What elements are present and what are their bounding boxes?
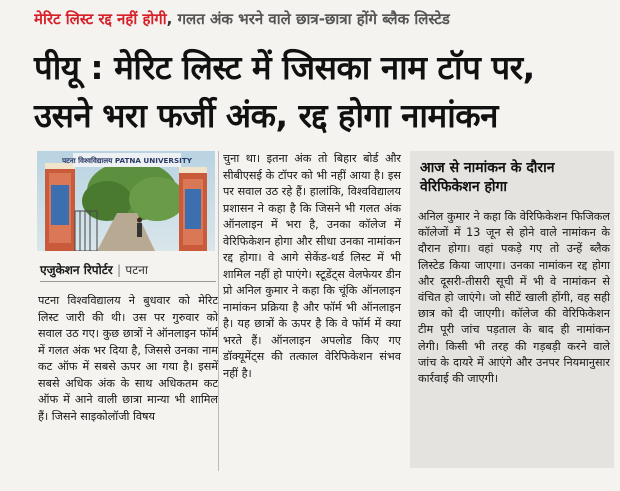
kicker-highlight: मेरिट लिस्ट रद्द नहीं होगी [34,10,167,28]
byline-name: एजुकेशन रिपोर्टर [40,263,113,277]
kicker-separator: , [166,10,173,28]
kicker-line [34,6,614,32]
headline-line-2: उसने भरा फर्जी अंक, रद्द होगा नामांकन [34,96,498,135]
sidebar-body: अनिल कुमार ने कहा कि वेरिफिकेशन फिजिकल कॉलेजों में 13 जून से होने वाले नामांकन के दौरान होगा। वहां पकड़े गए तो उन्हें ब्लैक लिस्टेड किया जाएगा। उनका नामांकन रद्द होगा और दूसरी-तीसरी सूची में भी वे नामांकन से वंचित हो जाएंगे। जो सीटें खाली होंगी, वह सही छात्र को दी जाएगी। कॉलेज की वेरिफिकेशन टीम पूरी जांच पड़ताल के बाद ही नामांकन लेगी। किसी भी तरह की गड़बड़ी करने वाले जांच के दायरे में आएंगे और उनपर नियमानुसार कार्रवाई की जाएगी। [418,210,610,386]
article-column-2: चुना था। इतना अंक तो बिहार बोर्ड और सीबीएसई के टॉपर को भी नहीं आया है। इस पर सवाल उठ रहे हैं। हालांकि, विश्वविद्यालय प्रशासन ने कहा है कि जिसने भी गलत अंक ऑनलाइन में भरा है, उनका कॉलेज में वेरिफिकेशन होगा और सीधा उनका नामांकन रद्द होगा। वे आगे सेकेंड-थर्ड लिस्ट में भी शामिल नहीं हो पाएंगे। स्टूडेंट्स वेलफेयर डीन प्रो अनिल कुमार ने कहा कि चूंकि ऑनलाइन नामांकन प्रक्रिया है और फॉर्म भी ऑनलाइन है। यह छात्रों के ऊपर है कि वे फॉर्म में क्या भरते हैं। ऑनलाइन अपलोड किए गए डॉक्यूमेंट्स की तत्काल वेरिफिकेशन संभव नहीं है। [223,152,401,380]
article-column-1: पटना विश्वविद्यालय ने बुधवार को मेरिट लिस्ट जारी की थी। उस पर गुरुवार को सवाल उठ गए। कुछ छात्रों ने ऑनलाइन फॉर्म में गलत अंक भर दिया है, जिससे उनका नाम कट ऑफ में सबसे ऊपर आ गया है। इसमें सबसे अधिक अंक के साथ अधिकतम कट ऑफ में आने वाली छात्रा मान्या भी शामिल हैं। जिसने साइकोलॉजी विषय [38,294,218,423]
kicker-subtext: गलत अंक भरने वाले छात्र-छात्रा होंगे ब्लैक लिस्टेड [177,10,450,28]
byline: एजुकेशन रिपोर्टर | पटना [40,259,216,282]
byline-location: पटना [125,263,149,277]
photo-sign-text: पटना विश्वविद्यालय PATNA UNIVERSITY [62,156,192,165]
column-divider [218,151,219,471]
sidebar-heading: आज से नामांकन के दौरान वेरिफिकेशन होगा [420,160,555,195]
headline [34,44,614,140]
university-gate-photo [37,151,215,251]
headline-line-1: पीयू : मेरिट लिस्ट में जिसका नाम टॉप पर, [34,48,535,87]
sidebar-box [410,151,614,468]
